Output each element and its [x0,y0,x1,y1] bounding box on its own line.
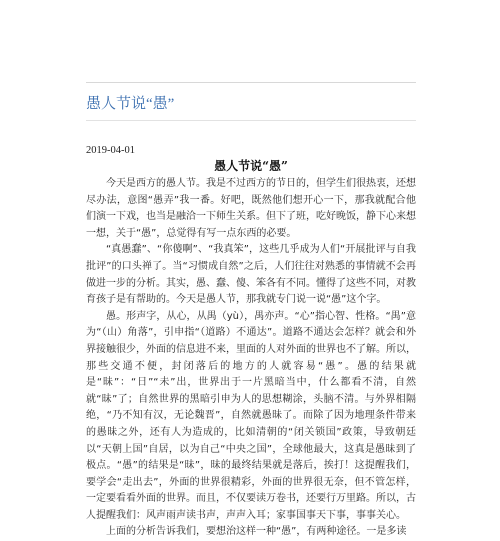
post-body [86,176,416,541]
page-title[interactable]: 愚人节说“愚” [86,96,175,112]
post-date: 2019-04-01 [86,145,135,156]
post-heading: 愚人节说“愚” [214,159,288,173]
title-divider [86,120,416,121]
paragraph: 上面的分析告诉我们，要想治这样一种“愚”，有两种途径。一是多读 [106,526,407,538]
top-divider [86,82,416,83]
paragraph: 愚。形声字，从心，从禺（yù），禺亦声。“心”指心智、性格。“禺”意为“（山）角落”，引申指“（道路）不通达”。道路不通达会怎样？就会和外界接触很少，外面的信息进不来，里面的人对外面的世界也不了解。所以，那些交通不便，封闭落后的地方的人就容易“愚”。愚的结果就是“昧”：“日”“未”出，世界出于一片黑暗当中，什么都看不清，自然就“昧”了；自然世界的黑暗引申为人的思想糊涂，头脑不清。与外界相隔绝，“乃不知有汉，无论魏晋”，自然就愚昧了。而除了因为地理条件带来的愚昧之外，还有人为造成的，比如清朝的“闭关锁国”政策，导致朝廷以“天朝上国”自居，以为自己“中央之国”，全球他最大，这真是愚昧到了极点。“愚”的结果是“昧”，昧的最终结果就是落后，挨打！这提醒我们，要学会“走出去”，外面的世界很精彩，外面的世界很无奈，但不管怎样，一定要看看外面的世界。而且，不仅要读万卷书，还要行万里路。所以，古人提醒我们：风声雨声读书声，声声入耳；家事国事天下事，事事关心。 [86,310,416,521]
paragraph: “真愚蠢”、“你傻啊”、“我真笨”，这些几乎成为人们“开展批评与自我批评”的口头禅了。当“习惯成自然”之后，人们往往对熟悉的事情就不会再做进一步的分析。其实，愚、蠢、傻、笨各有不同。懂得了这些不同，对教育孩子是有帮助的。今天是愚人节，那我就专门说一说“愚”这个字。 [86,244,416,306]
paragraph: 今天是西方的愚人节。我是不过西方的节日的，但学生们很热衷，还想尽办法，意图“愚弄”我一番。好吧，既然他们想开心一下，那我就配合他们演一下戏，也当是融洽一下师生关系。但下了班，吃好晚饭，静下心来想一想，关于“愚”，总觉得有写一点东西的必要。 [86,178,416,239]
